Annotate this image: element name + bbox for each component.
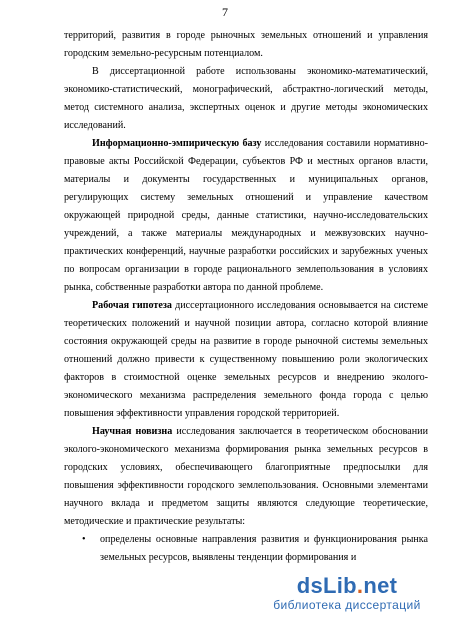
list-item — [64, 531, 428, 567]
paragraph-text: диссертационного исследования основывается на системе теоретических положений и научной позиции автора, согласно которой влияние состояния окружающей среды на развитие в городе рыночной системы земельных отношений должно привести к существенному повышению роли экологических факторов в стоимостной оценке земельных ресурсов и внедрению эколого-экономического механизма распределения земельного фонда города с целью повышения эффективности управления городской территорией. — [64, 300, 428, 419]
paragraph-scientific-novelty — [64, 423, 428, 531]
paragraph-text: территорий, развития в городе рыночных земельных отношений и управления городским земельно-ресурсным потенциалом. — [64, 30, 428, 59]
watermark-tagline: библиотека диссертаций — [273, 598, 421, 612]
watermark-logo-name: dsLib — [296, 573, 357, 598]
watermark-logo — [258, 574, 436, 598]
paragraph-lead-heading: Научная новизна — [92, 426, 173, 437]
paragraph-methods — [64, 63, 428, 135]
paragraph-territories — [64, 27, 428, 63]
paragraph-working-hypothesis — [64, 297, 428, 423]
paragraph-lead-heading: Информационно-эмпирическую базу — [92, 138, 262, 149]
document-body — [64, 27, 428, 567]
page-number: 7 — [222, 5, 228, 19]
list-item-text: определены основные направления развития и функционирования рынка земельных ресурсов, выявлены тенденции формирования и — [100, 534, 428, 563]
paragraph-text: исследования заключается в теоретическом обосновании эколого-экономического механизма формирования рынка земельных ресурсов в городских условиях, обеспечивающего благоприятные предпосылки для повышения эффективности городского землепользования. Основными элементами научного вклада и предметом защиты являются следующие теоретические, методические и практические результаты: — [64, 426, 428, 527]
paragraph-text: В диссертационной работе использованы экономико-математический, экономико-статистический, монографический, абстрактно-логический методы, метод системного анализа, экспертных оценок и другие методы экономических исследований. — [64, 66, 428, 131]
paragraph-empirical-base — [64, 135, 428, 297]
watermark-logo-dot: . — [356, 573, 364, 598]
watermark-logo-tld: net — [363, 573, 398, 598]
dslib-watermark — [258, 574, 436, 616]
paragraph-lead-heading: Рабочая гипотеза — [92, 300, 172, 311]
bullet-icon: • — [82, 534, 86, 545]
paragraph-text: исследования составили нормативно-правовые акты Российской Федерации, субъектов РФ и местных органов власти, материалы и документы государственных и муниципальных органов, регулирующих систему земельных отношений и управление качеством окружающей природной среды, данные статистики, научно-исследовательских учреждений, а также материалы международных и межвузовских научно-практических конференций, научные разработки российских и зарубежных ученых по вопросам организации в городе рационального землепользования в условиях рынка, собственные разработки автора по данной проблеме. — [64, 138, 428, 293]
